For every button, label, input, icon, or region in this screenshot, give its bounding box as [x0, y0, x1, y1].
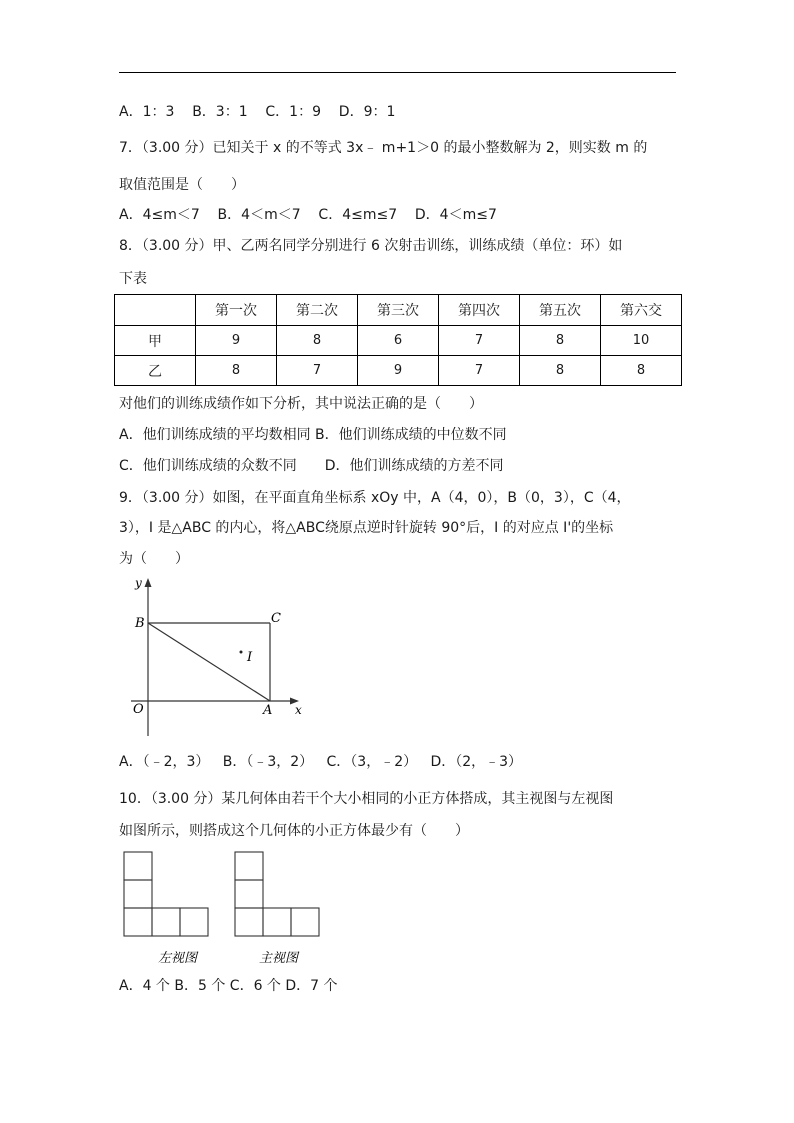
y-axis-label: y: [135, 576, 142, 590]
header-cell: 第五次: [520, 295, 601, 326]
table-cell: 9: [196, 326, 277, 356]
table-cell: 9: [358, 356, 439, 386]
q9-stem-line2: 3），I 是△ABC 的内心，将△ABC绕原点逆时针旋转 90°后，I 的对应点 I'的坐标: [119, 520, 614, 536]
table-cell: 10: [601, 326, 682, 356]
table-cell: 8: [277, 326, 358, 356]
header-cell: 第四次: [439, 295, 520, 326]
point-c-label: C: [271, 611, 281, 626]
table-cell: 8: [601, 356, 682, 386]
q8-stem-line3: 对他们的训练成绩作如下分析，其中说法正确的是（ ）: [119, 396, 483, 412]
q6-options: A．1：3 B．3：1 C．1：9 D．9：1: [119, 104, 396, 120]
table-cell: 8: [520, 356, 601, 386]
q8-stem-line2: 下表: [119, 271, 147, 287]
incenter-dot: [240, 651, 243, 654]
table-cell: 7: [439, 326, 520, 356]
y-axis-arrow-icon: [145, 578, 152, 587]
header-cell: 第二次: [277, 295, 358, 326]
table-cell: 8: [196, 356, 277, 386]
q8-options-ab: A．他们训练成绩的平均数相同 B．他们训练成绩的中位数不同: [119, 427, 507, 443]
header-cell: 第一次: [196, 295, 277, 326]
q9-stem-line3: 为（ ）: [119, 551, 189, 567]
row-name-cell: 甲: [115, 326, 196, 356]
left-view-figure: [122, 850, 214, 968]
origin-label: O: [133, 702, 144, 717]
table-row: [115, 356, 682, 386]
row-name-cell: 乙: [115, 356, 196, 386]
score-table: [114, 294, 682, 386]
left-view-caption: 左视图: [158, 951, 198, 966]
q10-options: A．4 个 B．5 个 C．6 个 D．7 个: [119, 978, 338, 994]
q10-stem-line1: 10．（3.00 分）某几何体由若干个大小相同的小正方体搭成，其主视图与左视图: [119, 791, 614, 807]
table-cell: 8: [520, 326, 601, 356]
coordinate-figure: [119, 574, 309, 739]
front-view-caption: 主视图: [259, 951, 299, 966]
front-view-figure: [233, 850, 325, 968]
score-table-header: [115, 295, 682, 326]
point-b-label: B: [135, 616, 145, 631]
header-rule: [119, 72, 676, 73]
table-row: [115, 326, 682, 356]
table-cell: 7: [277, 356, 358, 386]
header-cell: 第三次: [358, 295, 439, 326]
q9-stem-line1: 9．（3.00 分）如图，在平面直角坐标系 xOy 中，A（4，0），B（0，3），C（4，: [119, 490, 631, 506]
q7-stem-line2: 取值范围是（ ）: [119, 177, 245, 193]
q8-options-cd: C．他们训练成绩的众数不同 D．他们训练成绩的方差不同: [119, 458, 504, 474]
q7-stem-line1: 7．（3.00 分）已知关于 x 的不等式 3x﹣ m+1＞0 的最小整数解为 2，则实数 m 的: [119, 140, 648, 156]
point-a-label: A: [263, 703, 273, 718]
header-cell: 第六交: [601, 295, 682, 326]
x-axis-label: x: [295, 703, 302, 717]
q9-options: A．（﹣2，3） B．（﹣3，2） C．（3，﹣2） D．（2，﹣3）: [119, 754, 523, 770]
q7-options: A．4≤m＜7 B．4＜m＜7 C．4≤m≤7 D．4＜m≤7: [119, 207, 497, 223]
q8-stem-line1: 8．（3.00 分）甲、乙两名同学分别进行 6 次射击训练，训练成绩（单位：环）如: [119, 238, 623, 254]
q10-stem-line2: 如图所示，则搭成这个几何体的小正方体最少有（ ）: [119, 823, 469, 839]
header-cell: [115, 295, 196, 326]
point-i-label: I: [247, 650, 253, 665]
table-cell: 6: [358, 326, 439, 356]
table-cell: 7: [439, 356, 520, 386]
